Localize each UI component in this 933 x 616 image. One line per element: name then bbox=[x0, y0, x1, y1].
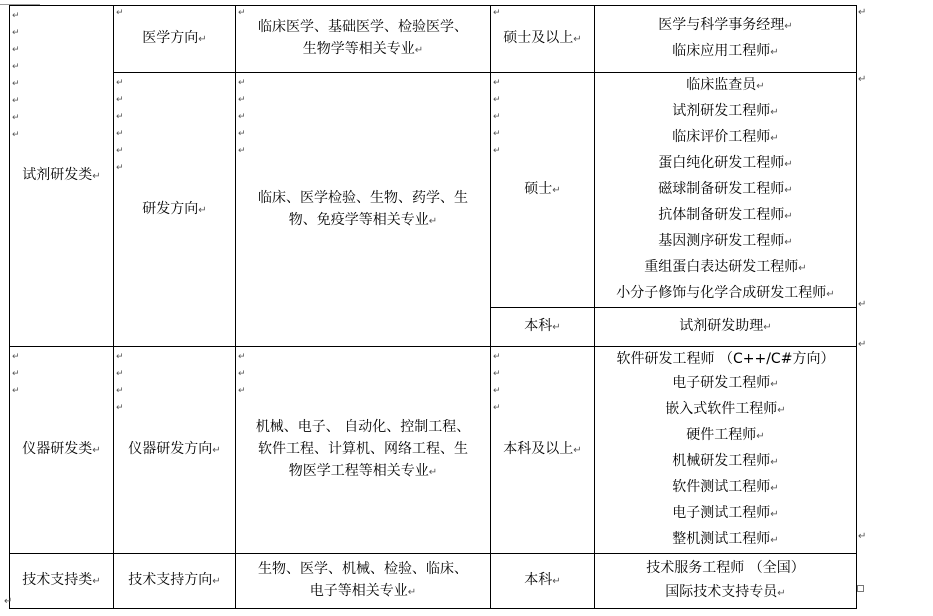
position-item: 临床监查员 bbox=[686, 77, 757, 93]
position-item: 临床应用工程师 bbox=[672, 43, 771, 59]
category-cell: ↵ ↵ ↵ ↵ ↵ ↵ ↵ ↵ 试剂研发类↵ bbox=[10, 6, 114, 347]
majors-line: 生物、医学、机械、检验、临床、 bbox=[258, 561, 468, 577]
positions-cell: 软件研发工程师 （C++/C#方向） 电子研发工程师↵ 嵌入式软件工程师↵ 硬件工程师↵ 机械研发工程师↵ 软件测试工程师↵ 电子测试工程师↵ 整机测试工程师↵ bbox=[595, 347, 857, 554]
degree-cell: ↵ 硕士及以上↵ bbox=[491, 6, 595, 73]
position-item: 机械研发工程师 bbox=[672, 453, 771, 469]
majors-line: 电子等相关专业 bbox=[309, 583, 408, 599]
category-cell: ↵ ↵ ↵ 仪器研发类↵ bbox=[10, 347, 114, 554]
position-item: 电子测试工程师 bbox=[672, 505, 771, 521]
position-item: 小分子修饰与化学合成研发工程师 bbox=[616, 285, 827, 301]
position-item: 抗体制备研发工程师 bbox=[658, 207, 785, 223]
category-label: 试剂研发类 bbox=[22, 167, 93, 183]
majors-line: 软件工程、计算机、网络工程、生 bbox=[258, 441, 468, 457]
positions-cell: 医学与科学事务经理↵ 临床应用工程师↵ bbox=[595, 6, 857, 73]
majors-line: 临床、医学检验、生物、药学、生 bbox=[258, 189, 468, 206]
degree-label: 硕士 bbox=[524, 181, 553, 197]
positions-cell: 技术服务工程师 （全国） 国际技术支持专员↵ bbox=[595, 554, 857, 609]
degree-label: 本科 bbox=[524, 318, 553, 334]
position-item: 基因测序研发工程师 bbox=[658, 233, 785, 249]
position-item: 磁球制备研发工程师 bbox=[658, 181, 785, 197]
paragraph-marks: ↵ ↵ ↵ ↵ ↵ bbox=[238, 78, 246, 156]
position-item: 软件测试工程师 bbox=[672, 479, 771, 495]
direction-label: 仪器研发方向 bbox=[128, 441, 213, 457]
degree-cell: 本科↵ bbox=[491, 308, 595, 347]
table-row bbox=[10, 73, 857, 308]
majors-line: 物、免疫学等相关专业 bbox=[288, 211, 429, 228]
row-end-mark: ↵ bbox=[858, 74, 867, 85]
paragraph-marks: ↵ ↵ ↵ ↵ ↵ ↵ ↵ ↵ bbox=[12, 11, 20, 140]
majors-cell: 生物、医学、机械、检验、临床、 电子等相关专业↵ bbox=[236, 554, 491, 609]
direction-cell: ↵ 医学方向↵ bbox=[114, 6, 236, 73]
category-cell: 技术支持类↵ bbox=[10, 554, 114, 609]
direction-label: 技术支持方向 bbox=[128, 572, 213, 588]
majors-cell: ↵ ↵ ↵ ↵ ↵ 临床、医学检验、生物、药学、生 物、免疫学等相关专业↵ bbox=[236, 73, 491, 347]
degree-cell: ↵ ↵ ↵ ↵ 本科及以上↵ bbox=[491, 347, 595, 554]
category-label: 仪器研发类 bbox=[22, 441, 93, 457]
majors-cell: ↵ ↵ ↵ 机械、电子、 自动化、控制工程、 软件工程、计算机、网络工程、生 物医学工程等相关专业↵ bbox=[236, 347, 491, 554]
paragraph-marks: ↵ ↵ ↵ ↵ ↵ bbox=[493, 78, 501, 156]
positions-cell: 试剂研发助理↵ bbox=[595, 308, 857, 347]
position-item: 国际技术支持专员 bbox=[665, 584, 778, 600]
table-row bbox=[10, 554, 857, 609]
majors-line: 物医学工程等相关专业 bbox=[288, 463, 429, 479]
position-item: 医学与科学事务经理 bbox=[658, 17, 785, 33]
direction-cell: ↵ ↵ ↵ ↵ ↵ ↵ 研发方向↵ bbox=[114, 73, 236, 347]
direction-cell: ↵ ↵ ↵ ↵ 仪器研发方向↵ bbox=[114, 347, 236, 554]
position-item: 试剂研发助理 bbox=[679, 318, 764, 334]
degree-cell: ↵ ↵ ↵ ↵ ↵ 硕士↵ bbox=[491, 73, 595, 308]
position-item: 硬件工程师 bbox=[686, 427, 757, 443]
positions-cell: 临床监查员↵ 试剂研发工程师↵ 临床评价工程师↵ 蛋白纯化研发工程师↵ 磁球制备研发工程师↵ 抗体制备研发工程师↵ 基因测序研发工程师↵ 重组蛋白表达研发工程师↵ 小分子修饰与化学合成研发工程师↵ bbox=[595, 73, 857, 308]
paragraph-marks: ↵ ↵ ↵ bbox=[12, 352, 20, 396]
row-end-mark: ↵ bbox=[858, 299, 867, 310]
majors-line: 机械、电子、 自动化、控制工程、 bbox=[255, 419, 471, 435]
table-resize-handle[interactable] bbox=[857, 585, 864, 592]
position-item: 整机测试工程师 bbox=[672, 531, 771, 547]
direction-label: 研发方向 bbox=[142, 200, 199, 217]
direction-label: 医学方向 bbox=[142, 30, 199, 46]
row-end-mark: ↵ bbox=[858, 7, 867, 18]
position-item: 临床评价工程师 bbox=[672, 129, 771, 145]
table-row bbox=[10, 347, 857, 554]
position-item: 重组蛋白表达研发工程师 bbox=[644, 259, 799, 275]
degree-label: 硕士及以上 bbox=[503, 30, 574, 46]
paragraph-marks: ↵ ↵ ↵ ↵ ↵ ↵ bbox=[116, 78, 124, 173]
paragraph-marks: ↵ ↵ ↵ ↵ bbox=[493, 352, 501, 413]
majors-line: 临床医学、基础医学、检验医学、 bbox=[258, 19, 468, 35]
position-item: 嵌入式软件工程师 bbox=[665, 401, 778, 417]
paragraph-marks: ↵ ↵ ↵ bbox=[238, 352, 246, 396]
degree-label: 本科及以上 bbox=[503, 441, 574, 457]
table-row bbox=[10, 6, 857, 73]
paragraph-mark: ↵ bbox=[4, 596, 13, 607]
position-item: 技术服务工程师 （全国） bbox=[646, 560, 805, 576]
paragraph-marks: ↵ ↵ ↵ ↵ bbox=[116, 352, 124, 413]
position-item: 电子研发工程师 bbox=[672, 375, 771, 391]
category-label: 技术支持类 bbox=[22, 572, 93, 588]
direction-cell: 技术支持方向↵ bbox=[114, 554, 236, 609]
majors-line: 生物学等相关专业 bbox=[302, 41, 415, 57]
majors-cell: ↵ 临床医学、基础医学、检验医学、 生物学等相关专业↵ bbox=[236, 6, 491, 73]
degree-cell: 本科↵ bbox=[491, 554, 595, 609]
degree-label: 本科 bbox=[524, 572, 553, 588]
position-item: 试剂研发工程师 bbox=[672, 103, 771, 119]
recruitment-table bbox=[9, 5, 857, 609]
position-item: 蛋白纯化研发工程师 bbox=[658, 155, 785, 171]
row-end-mark: ↵ bbox=[858, 339, 867, 350]
row-end-mark: ↵ bbox=[858, 531, 867, 542]
position-item: 软件研发工程师 （C++/C#方向） bbox=[616, 351, 835, 367]
